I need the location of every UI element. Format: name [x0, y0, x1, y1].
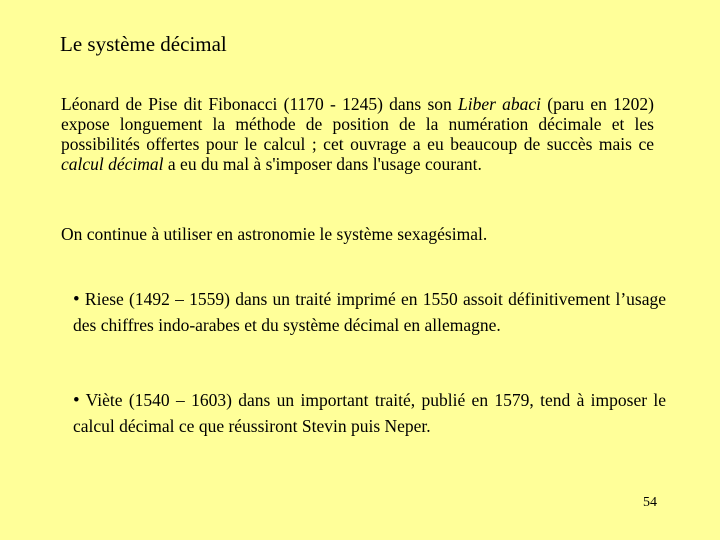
- paragraph-text: (paru en 1202) expose longuement la méthode de position de la numération décimale et les possibilités offertes pour le calcul ; cet ouvrage a eu beaucoup de succès mais ce: [61, 94, 654, 154]
- paragraph-text: a eu du mal à s'imposer dans l'usage courant.: [163, 154, 482, 174]
- paragraph-fibonacci: [61, 94, 654, 174]
- page-number: 54: [643, 495, 657, 510]
- paragraph-text: Léonard de Pise dit Fibonacci (1170 - 1245) dans son: [61, 94, 458, 114]
- bullet-icon: •: [73, 289, 80, 310]
- slide-title: Le système décimal: [60, 32, 227, 56]
- bullet-item-riese: [73, 287, 666, 337]
- bullet-text: Viète (1540 – 1603) dans un important traité, publié en 1579, tend à imposer le calcul décimal ce que réussiront Stevin puis Neper.: [73, 390, 666, 436]
- paragraph-astronomie: On continue à utiliser en astronomie le système sexagésimal.: [61, 224, 488, 244]
- bullet-icon: •: [73, 390, 80, 411]
- book-title-liber-abaci: Liber abaci: [457, 94, 542, 114]
- bullet-text: Riese (1492 – 1559) dans un traité imprimé en 1550 assoit définitivement l’usage des chiffres indo-arabes et du système décimal en allemagne.: [73, 289, 666, 335]
- bullet-item-viete: [73, 388, 666, 438]
- emphasis-calcul-decimal: calcul décimal: [61, 154, 164, 174]
